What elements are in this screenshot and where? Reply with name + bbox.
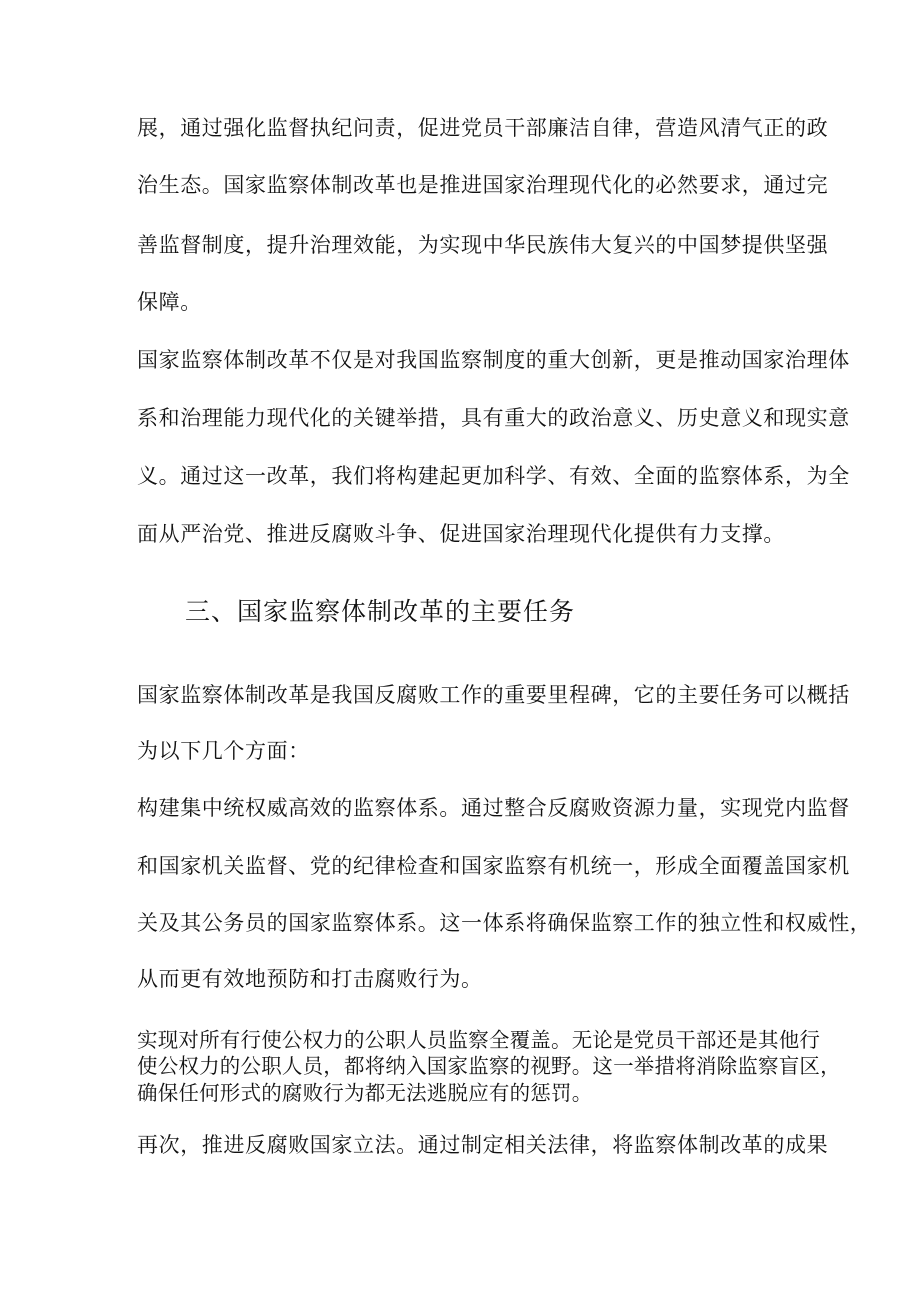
paragraph-line: 实现对所有行使公权力的公职人员监察全覆盖。无论是党员干部还是其他行: [137, 1028, 821, 1052]
paragraph-line: 从而更有效地预防和打击腐败行为。: [137, 967, 483, 991]
paragraph-line: 保障。: [137, 290, 202, 314]
paragraph-line: 和国家机关监督、党的纪律检查和国家监察有机统一，形成全面覆盖国家机: [137, 854, 850, 878]
paragraph-line: 善监督制度，提升治理效能，为实现中华民族伟大复兴的中国梦提供坚强: [137, 233, 829, 257]
paragraph-line: 再次，推进反腐败国家立法。通过制定相关法律，将监察体制改革的成果: [137, 1133, 829, 1157]
paragraph-line: 系和治理能力现代化的关键举措，具有重大的政治意义、历史意义和现实意: [137, 406, 850, 430]
paragraph-line: 国家监察体制改革不仅是对我国监察制度的重大创新，更是推动国家治理体: [137, 348, 850, 372]
paragraph-line: 展，通过强化监督执纪问责，促进党员干部廉洁自律，营造风清气正的政: [137, 116, 829, 140]
paragraph-line: 关及其公务员的国家监察体系。这一体系将确保监察工作的独立性和权威性，: [137, 911, 872, 935]
section-heading: 三、国家监察体制改革的主要任务: [185, 597, 576, 626]
paragraph-line: 构建集中统权威高效的监察体系。通过整合反腐败资源力量，实现党内监督: [137, 796, 850, 820]
paragraph-line: 使公权力的公职人员，都将纳入国家监察的视野。这一举措将消除监察盲区，: [137, 1054, 841, 1078]
paragraph-line: 国家监察体制改革是我国反腐败工作的重要里程碑，它的主要任务可以概括: [137, 683, 850, 707]
paragraph-line: 为以下几个方面：: [137, 739, 310, 763]
paragraph-line: 面从严治党、推进反腐败斗争、促进国家治理现代化提供有力支撑。: [137, 522, 785, 546]
paragraph-line: 治生态。国家监察体制改革也是推进国家治理现代化的必然要求，通过完: [137, 173, 829, 197]
paragraph-line: 确保任何形式的腐败行为都无法逃脱应有的惩罚。: [137, 1081, 593, 1105]
paragraph-line: 义。通过这一改革，我们将构建起更加科学、有效、全面的监察体系，为全: [137, 464, 850, 488]
